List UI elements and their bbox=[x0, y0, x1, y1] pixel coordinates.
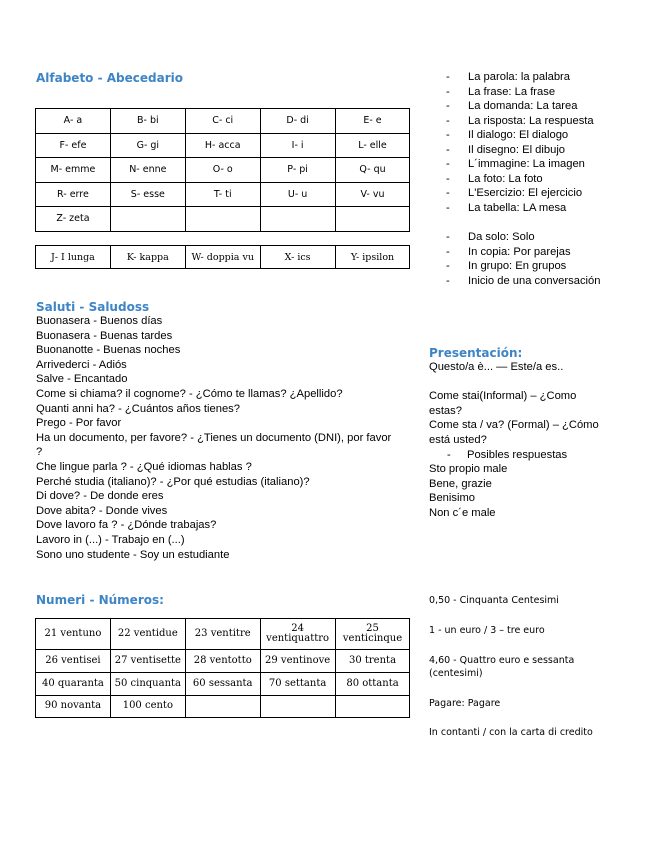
number-cell bbox=[335, 695, 410, 718]
number-cell: 26 ventisei bbox=[36, 650, 111, 673]
list-item: - La risposta: La respuesta bbox=[446, 114, 594, 127]
presentation-title: Presentación: bbox=[429, 346, 523, 360]
responses-label: - Posibles respuestas bbox=[447, 448, 568, 461]
number-cell: 50 cinquanta bbox=[110, 672, 185, 695]
list-item: - Il disegno: El dibujo bbox=[446, 143, 566, 156]
number-cell bbox=[260, 695, 335, 718]
alphabet-cell: M- emme bbox=[36, 158, 111, 183]
alphabet-cell: D- di bbox=[260, 109, 335, 134]
list-item: Ha un documento, per favore? - ¿Tienes un documento (DNI), por favor bbox=[36, 431, 392, 444]
list-item: Bene, grazie bbox=[429, 477, 492, 490]
alphabet-cell bbox=[110, 207, 185, 232]
alphabet-cell: L- elle bbox=[335, 133, 410, 158]
alphabet-cell: R- erre bbox=[36, 182, 111, 207]
alphabet-cell: U- u bbox=[260, 182, 335, 207]
list-item: - L´immagine: La imagen bbox=[446, 158, 585, 170]
list-item: Non c´e male bbox=[429, 506, 496, 519]
list-item: - Da solo: Solo bbox=[446, 231, 535, 243]
table-row bbox=[36, 246, 410, 269]
money-line: 4,60 - Quattro euro e sessanta bbox=[429, 655, 575, 666]
presentation-line: Come stai(Informal) – ¿Como bbox=[429, 390, 577, 403]
greetings-title: Saluti - Saludoss bbox=[36, 300, 150, 314]
number-cell: 29 ventinove bbox=[260, 650, 335, 673]
alphabet-table bbox=[35, 108, 410, 232]
alphabet-cell: E- e bbox=[335, 109, 410, 134]
list-item: - La frase: La frase bbox=[446, 85, 556, 98]
alphabet-cell: V- vu bbox=[335, 182, 410, 207]
vocab-list bbox=[443, 70, 594, 215]
table-row bbox=[36, 182, 410, 207]
table-row bbox=[36, 158, 410, 183]
money-line: 0,50 - Cinquanta Centesimi bbox=[429, 595, 559, 606]
numbers-table bbox=[35, 618, 410, 718]
number-cell: 30 trenta bbox=[335, 650, 410, 673]
list-item: - In copia: Por parejas bbox=[446, 245, 571, 258]
list-item: Dove abita? - Donde vives bbox=[36, 504, 168, 517]
number-cell: 24 ventiquattro bbox=[260, 619, 335, 650]
list-item: - L'Esercizio: El ejercicio bbox=[446, 187, 583, 199]
money-line: 1 - un euro / 3 – tre euro bbox=[429, 625, 545, 636]
list-item: Perché studia (italiano)? - ¿Por qué estudias (italiano)? bbox=[36, 475, 310, 488]
list-item: ? bbox=[36, 446, 43, 459]
list-item: Quanti anni ha? - ¿Cuántos años tienes? bbox=[36, 402, 240, 415]
list-item: Arrivederci - Adiós bbox=[36, 358, 127, 371]
alphabet-cell: O- o bbox=[185, 158, 260, 183]
list-item: - Il dialogo: El dialogo bbox=[446, 129, 569, 141]
presentation-intro: Questo/a è... — Este/a es.. bbox=[429, 361, 564, 373]
number-cell: 60 sessanta bbox=[185, 672, 260, 695]
blank-line bbox=[429, 375, 599, 390]
alphabet-cell: F- efe bbox=[36, 133, 111, 158]
number-cell: 23 ventitre bbox=[185, 619, 260, 650]
list-item: - La domanda: La tarea bbox=[446, 100, 578, 112]
list-item: - La foto: La foto bbox=[446, 172, 543, 185]
number-cell: 100 cento bbox=[110, 695, 185, 718]
numbers-title: Numeri - Números: bbox=[36, 593, 164, 607]
alphabet-cell bbox=[260, 207, 335, 232]
greetings-list bbox=[36, 314, 391, 562]
alphabet-cell: C- ci bbox=[185, 109, 260, 134]
alphabet-cell: H- acca bbox=[185, 133, 260, 158]
table-row bbox=[36, 133, 410, 158]
list-item: Buonasera - Buenas tardes bbox=[36, 329, 173, 342]
presentation-block bbox=[429, 360, 599, 521]
groups-list bbox=[443, 230, 600, 288]
alphabet-cell: B- bi bbox=[110, 109, 185, 134]
money-line: Pagare: Pagare bbox=[429, 698, 501, 709]
alphabet-cell: P- pi bbox=[260, 158, 335, 183]
list-item: - Inicio de una conversación bbox=[446, 274, 601, 287]
money-line: (centesimi) bbox=[429, 668, 483, 679]
number-cell bbox=[185, 695, 260, 718]
table-row bbox=[36, 207, 410, 232]
list-item: Benisimo bbox=[429, 492, 476, 505]
number-cell: 27 ventisette bbox=[110, 650, 185, 673]
presentation-line: estas? bbox=[429, 404, 462, 417]
number-cell: 80 ottanta bbox=[335, 672, 410, 695]
number-cell: 25 venticinque bbox=[335, 619, 410, 650]
alphabet-cell: T- ti bbox=[185, 182, 260, 207]
table-row bbox=[36, 650, 410, 673]
list-item: - La parola: la palabra bbox=[446, 71, 571, 83]
list-item: Buonanotte - Buenas noches bbox=[36, 344, 181, 357]
money-line: In contanti / con la carta di credito bbox=[429, 727, 593, 738]
alphabet-cell: I- i bbox=[260, 133, 335, 158]
number-cell: 70 settanta bbox=[260, 672, 335, 695]
table-row bbox=[36, 695, 410, 718]
number-cell: 40 quaranta bbox=[36, 672, 111, 695]
foreign-letters-table bbox=[35, 245, 410, 269]
alphabet-cell: J- I lunga bbox=[36, 246, 111, 269]
alphabet-cell: K- kappa bbox=[110, 246, 185, 269]
number-cell: 90 novanta bbox=[36, 695, 111, 718]
list-item: Come si chiama? il cognome? - ¿Cómo te llamas? ¿Apellido? bbox=[36, 387, 343, 400]
presentation-line: Come sta / va? (Formal) – ¿Cómo bbox=[429, 419, 599, 432]
alphabet-title: Alfabeto - Abecedario bbox=[36, 71, 183, 85]
alphabet-cell: Q- qu bbox=[335, 158, 410, 183]
alphabet-cell: W- doppia vu bbox=[185, 246, 260, 269]
list-item: Buonasera - Buenos días bbox=[36, 315, 163, 327]
table-row bbox=[36, 672, 410, 695]
alphabet-cell: S- esse bbox=[110, 182, 185, 207]
list-item: Che lingue parla ? - ¿Qué idiomas hablas ? bbox=[36, 460, 252, 473]
presentation-line: está usted? bbox=[429, 433, 487, 446]
list-item: Dove lavoro fa ? - ¿Dónde trabajas? bbox=[36, 519, 217, 532]
list-item: Lavoro in (...) - Trabajo en (...) bbox=[36, 533, 185, 546]
list-item: Prego - Por favor bbox=[36, 417, 122, 430]
list-item: - La tabella: LA mesa bbox=[446, 201, 567, 214]
table-row bbox=[36, 619, 410, 650]
alphabet-cell bbox=[185, 207, 260, 232]
alphabet-cell: N- enne bbox=[110, 158, 185, 183]
list-item: Salve - Encantado bbox=[36, 373, 128, 386]
table-row bbox=[36, 109, 410, 134]
list-item: Sono uno studente - Soy un estudiante bbox=[36, 548, 230, 561]
alphabet-cell: Z- zeta bbox=[36, 207, 111, 232]
list-item: Di dove? - De donde eres bbox=[36, 490, 164, 503]
list-item: - In grupo: En grupos bbox=[446, 260, 567, 272]
alphabet-cell: Y- ipsilon bbox=[335, 246, 410, 269]
alphabet-cell: G- gi bbox=[110, 133, 185, 158]
list-item: Sto propio male bbox=[429, 463, 508, 476]
number-cell: 21 ventuno bbox=[36, 619, 111, 650]
alphabet-cell: A- a bbox=[36, 109, 111, 134]
alphabet-cell bbox=[335, 207, 410, 232]
alphabet-cell: X- ics bbox=[260, 246, 335, 269]
number-cell: 22 ventidue bbox=[110, 619, 185, 650]
number-cell: 28 ventotto bbox=[185, 650, 260, 673]
